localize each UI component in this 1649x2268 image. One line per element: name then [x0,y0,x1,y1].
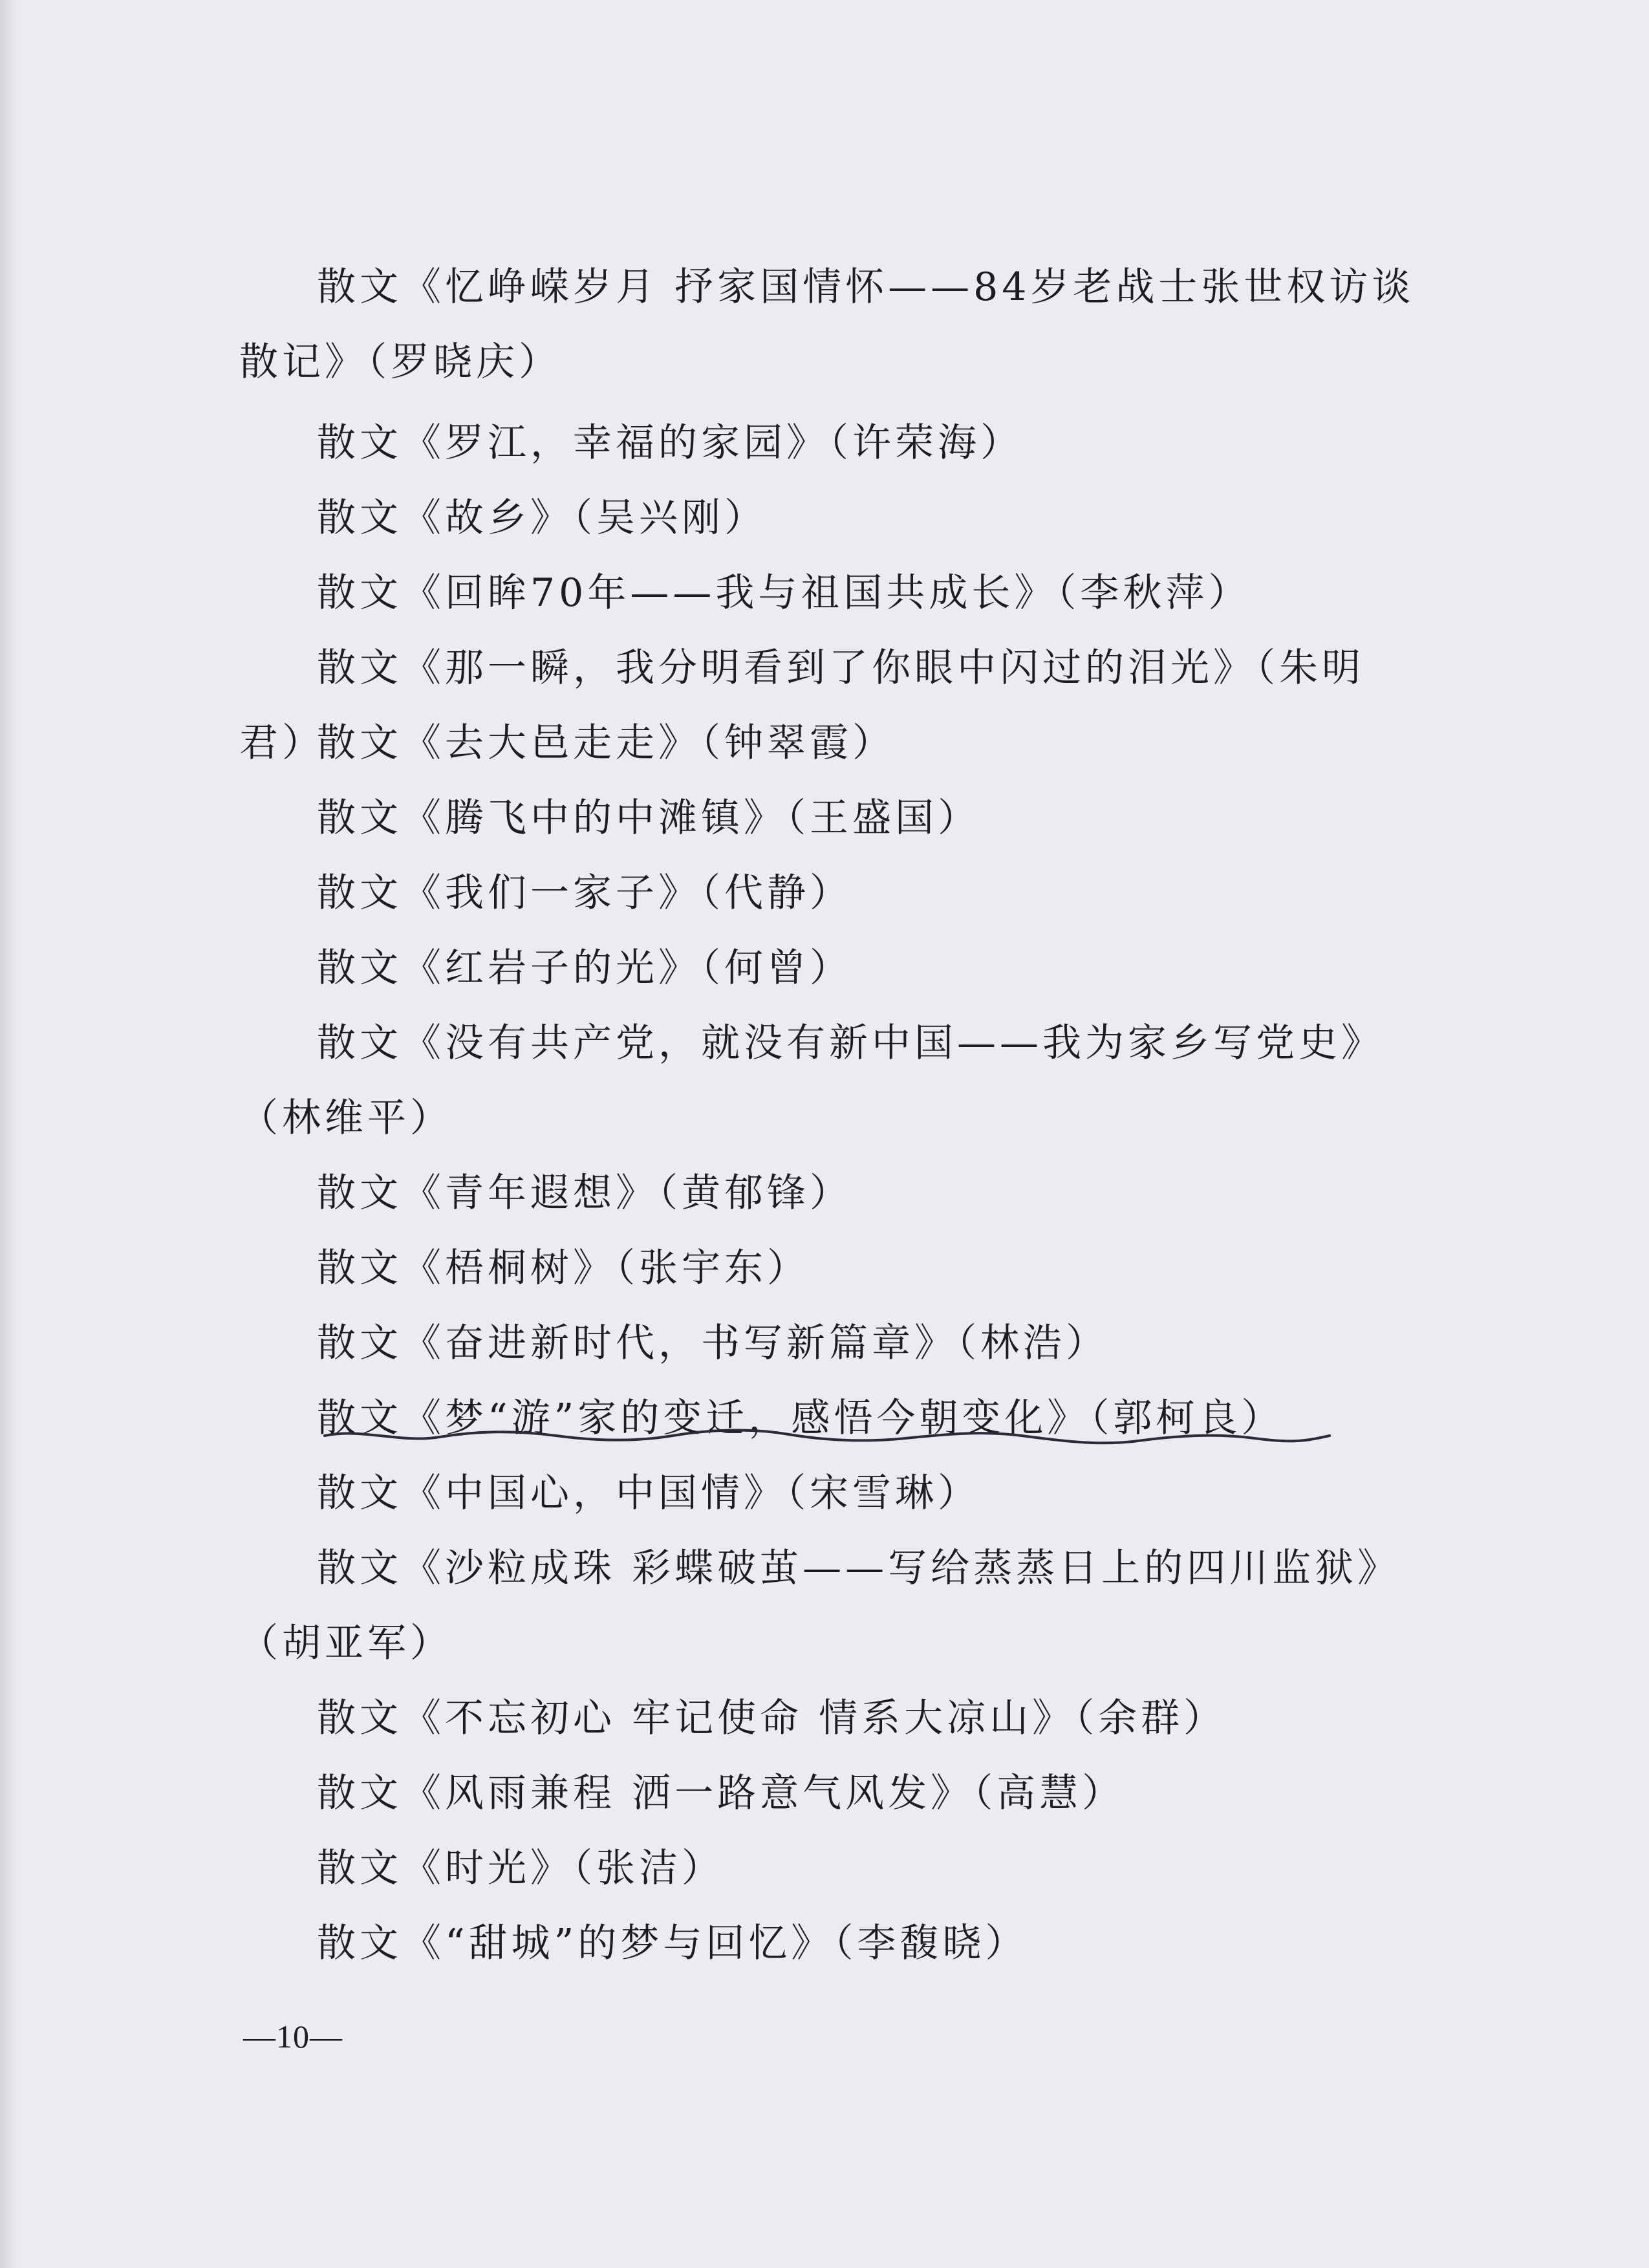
list-item: 散文《我们一家子》（代静） [317,870,852,916]
list-item: 散文《青年遐想》（黄郁锋） [317,1171,852,1216]
list-item: 散文《风雨兼程 洒一路意气风发》（高慧） [317,1771,1125,1816]
list-item: 散文《忆峥嵘岁月 抒家国情怀——84岁老战士张世权访谈散记》（罗晓庆） [239,265,1415,385]
list-item: 散文《中国心，中国情》（宋雪琳） [317,1471,980,1516]
list-item: 散文《梦“游”家的变迁，感悟今朝变化》（郭柯良） [317,1396,1284,1441]
list-item: 散文《不忘初心 牢记使命 情系大凉山》（余群） [317,1696,1227,1741]
list-item: 散文《去大邑走走》（钟翠霞） [317,720,895,766]
list-item: 散文《腾飞中的中滩镇》（王盛国） [317,795,980,841]
page-number: —10— [243,2018,343,2055]
list-item: 散文《故乡》（吴兴刚） [317,495,767,541]
list-item: 散文《时光》（张洁） [317,1846,724,1891]
list-item: 散文《沙粒成珠 彩蝶破茧——写给蒸蒸日上的四川监狱》（胡亚军） [239,1546,1401,1666]
list-item: 散文《“甜城”的梦与回忆》（李馥晓） [317,1921,1028,1966]
list-item: 散文《回眸70年——我与祖国共成长》（李秋萍） [317,570,1251,616]
list-item: 散文《那一瞬，我分明看到了你眼中闪过的泪光》（朱明君） [239,645,1364,766]
list-item: 散文《奋进新时代，书写新篇章》（林浩） [317,1321,1108,1366]
list-item: 散文《罗江，幸福的家园》（许荣海） [317,420,1023,466]
list-item: 散文《红岩子的光》（何曾） [317,945,852,991]
handwritten-underline [323,1416,1332,1468]
list-item: 散文《没有共产党，就没有新中国——我为家乡写党史》（林维平） [239,1021,1384,1141]
list-item: 散文《梧桐树》（张宇东） [317,1246,810,1291]
